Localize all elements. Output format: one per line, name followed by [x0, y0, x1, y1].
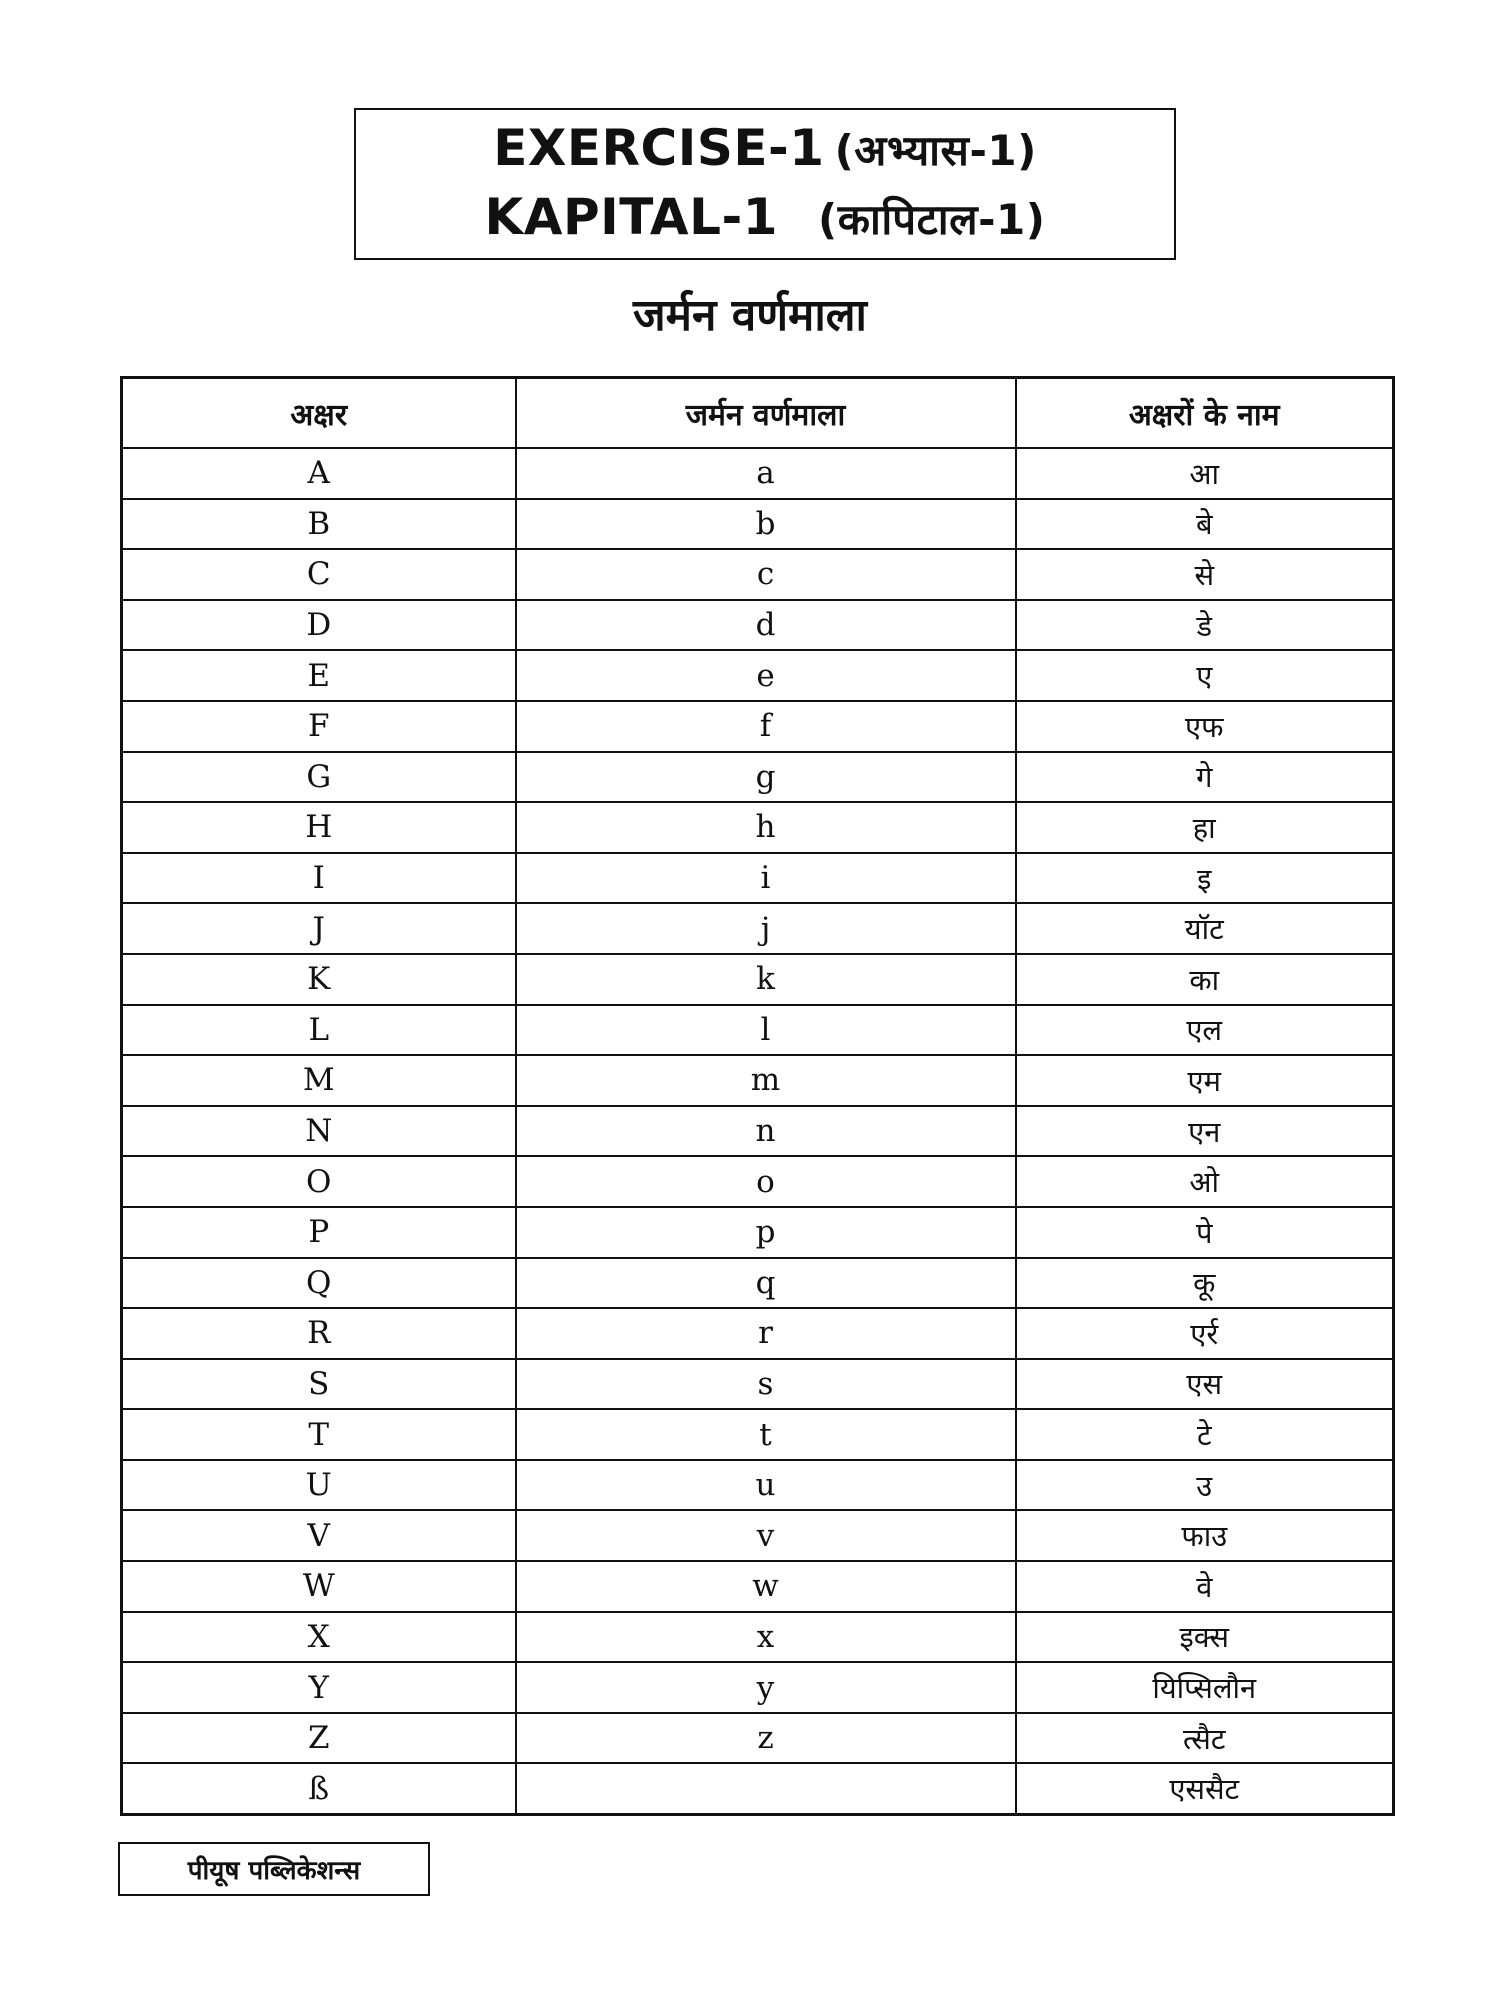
small-letter-cell: z	[516, 1713, 1016, 1764]
table-row	[122, 1106, 1394, 1157]
letter-name-cell: यॉट	[1016, 903, 1394, 954]
table-row	[122, 1359, 1394, 1410]
exercise-title-hindi: (अभ्यास-1)	[834, 126, 1037, 175]
letter-name-cell: ए	[1016, 650, 1394, 701]
table-row	[122, 1713, 1394, 1764]
capital-letter-cell: Y	[122, 1662, 516, 1713]
capital-letter-cell: G	[122, 752, 516, 803]
capital-letter-cell: E	[122, 650, 516, 701]
letter-name-cell: एम	[1016, 1055, 1394, 1106]
column-header-letter-name: अक्षरों के नाम	[1016, 378, 1394, 449]
small-letter-cell: j	[516, 903, 1016, 954]
letter-name-cell: गे	[1016, 752, 1394, 803]
table-row	[122, 1005, 1394, 1056]
table-row	[122, 752, 1394, 803]
small-letter-cell: v	[516, 1510, 1016, 1561]
letter-name-cell: कू	[1016, 1258, 1394, 1309]
table-header-row	[122, 378, 1394, 449]
table-row	[122, 1763, 1394, 1814]
table-row	[122, 1308, 1394, 1359]
capital-letter-cell: L	[122, 1005, 516, 1056]
letter-name-cell: टे	[1016, 1409, 1394, 1460]
table-row	[122, 1207, 1394, 1258]
table-row	[122, 1156, 1394, 1207]
table-body	[122, 448, 1394, 1815]
small-letter-cell: n	[516, 1106, 1016, 1157]
table-row	[122, 1561, 1394, 1612]
table-row	[122, 802, 1394, 853]
capital-letter-cell: R	[122, 1308, 516, 1359]
publisher-label: पीयूष पब्लिकेशन्स	[118, 1842, 430, 1896]
page-subtitle: जर्मन वर्णमाला	[633, 290, 867, 341]
letter-name-cell: त्सैट	[1016, 1713, 1394, 1764]
letter-name-cell: एससैट	[1016, 1763, 1394, 1814]
column-header-german-alphabet: जर्मन वर्णमाला	[516, 378, 1016, 449]
small-letter-cell: r	[516, 1308, 1016, 1359]
table-row	[122, 701, 1394, 752]
title-line-kapital	[485, 184, 1046, 253]
capital-letter-cell: Q	[122, 1258, 516, 1309]
small-letter-cell: l	[516, 1005, 1016, 1056]
letter-name-cell: से	[1016, 549, 1394, 600]
letter-name-cell: बे	[1016, 499, 1394, 550]
letter-name-cell: यिप्सिलौन	[1016, 1662, 1394, 1713]
kapital-title: KAPITAL-1	[484, 188, 779, 246]
capital-letter-cell: I	[122, 853, 516, 904]
capital-letter-cell: W	[122, 1561, 516, 1612]
capital-letter-cell: C	[122, 549, 516, 600]
alphabet-table	[120, 376, 1395, 1816]
table-row	[122, 1510, 1394, 1561]
table-row	[122, 549, 1394, 600]
table-row	[122, 600, 1394, 651]
exercise-title: EXERCISE-1	[493, 119, 825, 177]
column-header-letter: अक्षर	[122, 378, 516, 449]
letter-name-cell: का	[1016, 954, 1394, 1005]
small-letter-cell: e	[516, 650, 1016, 701]
capital-letter-cell: D	[122, 600, 516, 651]
capital-letter-cell: F	[122, 701, 516, 752]
capital-letter-cell: O	[122, 1156, 516, 1207]
capital-letter-cell: H	[122, 802, 516, 853]
capital-letter-cell: ß	[122, 1763, 516, 1814]
letter-name-cell: वे	[1016, 1561, 1394, 1612]
letter-name-cell: आ	[1016, 448, 1394, 499]
small-letter-cell: i	[516, 853, 1016, 904]
capital-letter-cell: X	[122, 1612, 516, 1663]
letter-name-cell: डे	[1016, 600, 1394, 651]
small-letter-cell: s	[516, 1359, 1016, 1410]
table-row	[122, 954, 1394, 1005]
letter-name-cell: फाउ	[1016, 1510, 1394, 1561]
small-letter-cell: h	[516, 802, 1016, 853]
small-letter-cell: b	[516, 499, 1016, 550]
small-letter-cell: q	[516, 1258, 1016, 1309]
letter-name-cell: इक्स	[1016, 1612, 1394, 1663]
table-row	[122, 1612, 1394, 1663]
capital-letter-cell: V	[122, 1510, 516, 1561]
capital-letter-cell: B	[122, 499, 516, 550]
capital-letter-cell: U	[122, 1460, 516, 1511]
table-row	[122, 1258, 1394, 1309]
small-letter-cell: w	[516, 1561, 1016, 1612]
small-letter-cell: y	[516, 1662, 1016, 1713]
small-letter-cell: p	[516, 1207, 1016, 1258]
capital-letter-cell: T	[122, 1409, 516, 1460]
table-row	[122, 1055, 1394, 1106]
capital-letter-cell: J	[122, 903, 516, 954]
table-row	[122, 1460, 1394, 1511]
capital-letter-cell: N	[122, 1106, 516, 1157]
capital-letter-cell: M	[122, 1055, 516, 1106]
capital-letter-cell: S	[122, 1359, 516, 1410]
letter-name-cell: उ	[1016, 1460, 1394, 1511]
letter-name-cell: इ	[1016, 853, 1394, 904]
kapital-title-hindi: (कापिटाल-1)	[818, 195, 1046, 244]
small-letter-cell: k	[516, 954, 1016, 1005]
small-letter-cell: f	[516, 701, 1016, 752]
small-letter-cell: x	[516, 1612, 1016, 1663]
small-letter-cell: t	[516, 1409, 1016, 1460]
capital-letter-cell: K	[122, 954, 516, 1005]
table-row	[122, 650, 1394, 701]
small-letter-cell: d	[516, 600, 1016, 651]
capital-letter-cell: P	[122, 1207, 516, 1258]
table-row	[122, 903, 1394, 954]
title-box	[354, 108, 1176, 260]
title-line-exercise	[493, 115, 1037, 184]
small-letter-cell: u	[516, 1460, 1016, 1511]
table-row	[122, 448, 1394, 499]
letter-name-cell: एस	[1016, 1359, 1394, 1410]
letter-name-cell: एल	[1016, 1005, 1394, 1056]
letter-name-cell: एफ	[1016, 701, 1394, 752]
letter-name-cell: पे	[1016, 1207, 1394, 1258]
letter-name-cell: एर्र	[1016, 1308, 1394, 1359]
small-letter-cell: o	[516, 1156, 1016, 1207]
table-row	[122, 1662, 1394, 1713]
capital-letter-cell: Z	[122, 1713, 516, 1764]
letter-name-cell: एन	[1016, 1106, 1394, 1157]
small-letter-cell	[516, 1763, 1016, 1814]
table-row	[122, 499, 1394, 550]
letter-name-cell: ओ	[1016, 1156, 1394, 1207]
small-letter-cell: c	[516, 549, 1016, 600]
capital-letter-cell: A	[122, 448, 516, 499]
small-letter-cell: g	[516, 752, 1016, 803]
small-letter-cell: m	[516, 1055, 1016, 1106]
small-letter-cell: a	[516, 448, 1016, 499]
table-row	[122, 853, 1394, 904]
table-row	[122, 1409, 1394, 1460]
letter-name-cell: हा	[1016, 802, 1394, 853]
